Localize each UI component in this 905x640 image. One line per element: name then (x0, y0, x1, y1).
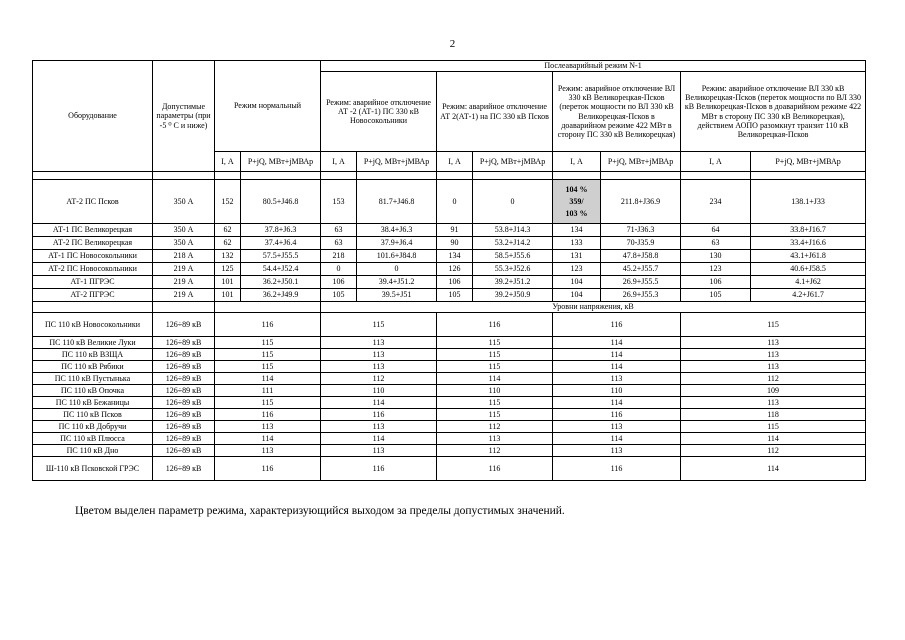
highlight-value: 359/ (569, 196, 584, 206)
allowed-value: 218 А (153, 250, 215, 263)
voltage-s3: 114 (553, 433, 681, 445)
allowed-value: 219 А (153, 289, 215, 302)
header-col-i: I, А (215, 152, 241, 172)
cell-s3-pq: 45.2+J55.7 (601, 263, 681, 276)
voltage-n: 116 (215, 457, 321, 481)
header-scenario-4: Режим: аварийное отключение ВЛ 330 кВ Великорецкая-Псков (переток мощности по ВЛ 330 кВ Великорецкая-Псков в доаварийном режиме 422 МВт в сторону ПС 330 кВ Великорецкая), действием АОПО разомкнут транзит 110 кВ Великорецкая-Псков (681, 72, 866, 152)
cell-s3-pq: 26.9+J55.5 (601, 276, 681, 289)
cell-s3-pq: 26.9+J55.3 (601, 289, 681, 302)
voltage-s1: 113 (321, 361, 437, 373)
header-scenario-2: Режим: аварийное отключение АТ 2(АТ-1) на ПС 330 кВ Псков (437, 72, 553, 152)
voltage-s3: 113 (553, 445, 681, 457)
cell-s4-pq: 138.1+J33 (751, 180, 866, 224)
substation-name: ПС 110 кВ ВЗЩА (33, 349, 153, 361)
voltage-s1: 113 (321, 421, 437, 433)
cell-s1-i: 106 (321, 276, 357, 289)
cell-s2-i: 134 (437, 250, 473, 263)
voltage-s4: 113 (681, 397, 866, 409)
header-post-emergency: Послеаварийный режим N-1 (321, 61, 866, 72)
allowed-value: 350 А (153, 224, 215, 237)
cell-n-pq: 36.2+J49.9 (241, 289, 321, 302)
cell-s2-i: 126 (437, 263, 473, 276)
header-col-pq: P+jQ, МВт+jМВАр (751, 152, 866, 172)
equipment-name: АТ-2 ПС Псков (33, 180, 153, 224)
voltage-levels-header: Уровни напряжения, кВ (321, 302, 866, 313)
cell-s4-i: 64 (681, 224, 751, 237)
voltage-n: 113 (215, 445, 321, 457)
cell-s1-pq: 39.5+J51 (357, 289, 437, 302)
cell-n-pq: 37.8+J6.3 (241, 224, 321, 237)
cell-s1-i: 105 (321, 289, 357, 302)
cell-s1-i: 63 (321, 224, 357, 237)
cell-s1-i: 153 (321, 180, 357, 224)
cell-s4-i: 123 (681, 263, 751, 276)
table-row (33, 361, 866, 373)
substation-name: ПС 110 кВ Псков (33, 409, 153, 421)
voltage-n: 116 (215, 409, 321, 421)
cell-s1-pq: 39.4+J51.2 (357, 276, 437, 289)
cell-n-pq: 37.4+J6.4 (241, 237, 321, 250)
cell-n-pq: 80.5+J46.8 (241, 180, 321, 224)
cell-s2-pq: 39.2+J50.9 (473, 289, 553, 302)
cell-s3-i: 133 (553, 237, 601, 250)
table-row (33, 397, 866, 409)
allowed-voltage: 126÷89 кВ (153, 409, 215, 421)
voltage-s2: 115 (437, 361, 553, 373)
substation-name: ПС 110 кВ Великие Луки (33, 337, 153, 349)
cell-n-pq: 36.2+J50.1 (241, 276, 321, 289)
allowed-voltage: 126÷89 кВ (153, 349, 215, 361)
allowed-voltage: 126÷89 кВ (153, 385, 215, 397)
voltage-s1: 110 (321, 385, 437, 397)
substation-name: Ш-110 кВ Псковской ГРЭС (33, 457, 153, 481)
cell-s4-pq: 33.4+J16.6 (751, 237, 866, 250)
substation-name: ПС 110 кВ Пустынька (33, 373, 153, 385)
voltage-n: 115 (215, 397, 321, 409)
voltage-s3: 116 (553, 313, 681, 337)
voltage-s3: 110 (553, 385, 681, 397)
voltage-s3: 114 (553, 361, 681, 373)
table-row (33, 373, 866, 385)
cell-s4-i: 105 (681, 289, 751, 302)
voltage-s1: 113 (321, 337, 437, 349)
cell-n-pq: 57.5+J55.5 (241, 250, 321, 263)
allowed-voltage: 126÷89 кВ (153, 397, 215, 409)
voltage-s1: 113 (321, 445, 437, 457)
voltage-s3: 113 (553, 373, 681, 385)
voltage-s3: 113 (553, 421, 681, 433)
cell-s4-pq: 43.1+J61.8 (751, 250, 866, 263)
voltage-s1: 116 (321, 457, 437, 481)
cell-s4-i: 106 (681, 276, 751, 289)
voltage-s1: 114 (321, 397, 437, 409)
table-row (33, 289, 866, 302)
cell-n-i: 152 (215, 180, 241, 224)
highlight-value: 103 % (565, 208, 588, 218)
voltage-s4: 109 (681, 385, 866, 397)
voltage-n: 115 (215, 349, 321, 361)
blank-cell (215, 302, 321, 313)
header-col-pq: P+jQ, МВт+jМВАр (357, 152, 437, 172)
cell-n-i: 62 (215, 237, 241, 250)
voltage-s3: 114 (553, 337, 681, 349)
footnote: Цветом выделен параметр режима, характеризующийся выходом за пределы допустимых значений. (75, 505, 565, 517)
voltage-s4: 113 (681, 361, 866, 373)
cell-n-i: 62 (215, 224, 241, 237)
voltage-s1: 116 (321, 409, 437, 421)
voltage-s4: 112 (681, 373, 866, 385)
voltage-s4: 113 (681, 337, 866, 349)
voltage-n: 114 (215, 373, 321, 385)
cell-s3-i: 134 (553, 224, 601, 237)
allowed-voltage: 126÷89 кВ (153, 421, 215, 433)
voltage-n: 111 (215, 385, 321, 397)
page-number: 2 (449, 38, 456, 50)
highlight-cell (553, 180, 601, 224)
cell-s1-pq: 38.4+J6.3 (357, 224, 437, 237)
header-col-i: I, А (321, 152, 357, 172)
allowed-value: 219 А (153, 276, 215, 289)
header-col-pq: P+jQ, МВт+jМВАр (241, 152, 321, 172)
header-col-pq: P+jQ, МВт+jМВАр (601, 152, 681, 172)
voltage-s4: 112 (681, 445, 866, 457)
voltage-s4: 118 (681, 409, 866, 421)
allowed-voltage: 126÷89 кВ (153, 433, 215, 445)
voltage-s2: 112 (437, 445, 553, 457)
cell-s3-i: 131 (553, 250, 601, 263)
cell-s2-pq: 39.2+J51.2 (473, 276, 553, 289)
cell-s4-i: 63 (681, 237, 751, 250)
voltage-s4: 114 (681, 433, 866, 445)
cell-s1-i: 63 (321, 237, 357, 250)
voltage-s4: 113 (681, 349, 866, 361)
substation-name: ПС 110 кВ Плюсса (33, 433, 153, 445)
voltage-s2: 115 (437, 409, 553, 421)
cell-s4-pq: 33.8+J16.7 (751, 224, 866, 237)
equipment-name: АТ-2 ПС Великорецкая (33, 237, 153, 250)
table-row (33, 313, 866, 337)
regime-table (32, 60, 866, 481)
header-allowed: Допустимые параметры (при -5 ⁰ С и ниже) (153, 61, 215, 172)
equipment-name: АТ-1 ПГРЭС (33, 276, 153, 289)
cell-s2-pq: 53.2+J14.2 (473, 237, 553, 250)
voltage-s4: 114 (681, 457, 866, 481)
cell-s4-i: 130 (681, 250, 751, 263)
cell-s3-pq: 47.8+J58.8 (601, 250, 681, 263)
voltage-s1: 113 (321, 349, 437, 361)
voltage-s2: 112 (437, 421, 553, 433)
table-row (33, 263, 866, 276)
substation-name: ПС 110 кВ Рябики (33, 361, 153, 373)
blank-cell (153, 302, 215, 313)
equipment-name: АТ-2 ПС Новосокольники (33, 263, 153, 276)
cell-s3-i: 123 (553, 263, 601, 276)
cell-s4-pq: 4.2+J61.7 (751, 289, 866, 302)
table-row (33, 421, 866, 433)
voltage-s2: 115 (437, 349, 553, 361)
voltage-s3: 116 (553, 457, 681, 481)
header-col-i: I, А (437, 152, 473, 172)
equipment-name: АТ-1 ПС Новосокольники (33, 250, 153, 263)
allowed-value: 219 А (153, 263, 215, 276)
cell-s2-pq: 55.3+J52.6 (473, 263, 553, 276)
header-scenario-1: Режим: аварийное отключение АТ -2 (АТ-1) ПС 330 кВ Новосокольники (321, 72, 437, 152)
cell-s2-i: 0 (437, 180, 473, 224)
voltage-n: 115 (215, 361, 321, 373)
voltage-s3: 114 (553, 397, 681, 409)
voltage-s2: 116 (437, 457, 553, 481)
cell-s4-pq: 40.6+J58.5 (751, 263, 866, 276)
voltage-s3: 116 (553, 409, 681, 421)
allowed-value: 350 А (153, 237, 215, 250)
allowed-voltage: 126÷89 кВ (153, 373, 215, 385)
allowed-voltage: 126÷89 кВ (153, 313, 215, 337)
cell-s4-pq: 4.1+J62 (751, 276, 866, 289)
cell-s3-pq: 211.8+J36.9 (601, 180, 681, 224)
cell-n-i: 101 (215, 289, 241, 302)
substation-name: ПС 110 кВ Новосокольники (33, 313, 153, 337)
table-row (33, 250, 866, 263)
cell-s1-pq: 81.7+J46.8 (357, 180, 437, 224)
voltage-s1: 115 (321, 313, 437, 337)
voltage-s1: 114 (321, 433, 437, 445)
voltage-n: 114 (215, 433, 321, 445)
substation-name: ПС 110 кВ Бежаницы (33, 397, 153, 409)
table-row (33, 276, 866, 289)
table-row (33, 337, 866, 349)
cell-s1-pq: 0 (357, 263, 437, 276)
cell-s4-i: 234 (681, 180, 751, 224)
table-row (33, 409, 866, 421)
header-col-i: I, А (553, 152, 601, 172)
equipment-name: АТ-2 ПГРЭС (33, 289, 153, 302)
voltage-s2: 115 (437, 397, 553, 409)
cell-s2-i: 106 (437, 276, 473, 289)
cell-s2-pq: 0 (473, 180, 553, 224)
cell-s2-pq: 58.5+J55.6 (473, 250, 553, 263)
header-col-pq: P+jQ, МВт+jМВАр (473, 152, 553, 172)
table-row (33, 180, 866, 224)
allowed-voltage: 126÷89 кВ (153, 445, 215, 457)
cell-s2-pq: 53.8+J14.3 (473, 224, 553, 237)
cell-s3-pq: 71-J36.3 (601, 224, 681, 237)
header-col-i: I, А (681, 152, 751, 172)
cell-n-pq: 54.4+J52.4 (241, 263, 321, 276)
cell-s2-i: 90 (437, 237, 473, 250)
cell-s1-i: 218 (321, 250, 357, 263)
header-equipment: Оборудование (33, 61, 153, 172)
table-row (33, 445, 866, 457)
voltage-s4: 115 (681, 313, 866, 337)
cell-s3-i: 104 (553, 276, 601, 289)
blank-cell (33, 302, 153, 313)
table-row (33, 385, 866, 397)
table-row (33, 237, 866, 250)
table-row (33, 224, 866, 237)
allowed-value: 350 А (153, 180, 215, 224)
cell-s1-i: 0 (321, 263, 357, 276)
table-row (33, 433, 866, 445)
voltage-s2: 115 (437, 337, 553, 349)
voltage-s2: 114 (437, 373, 553, 385)
allowed-voltage: 126÷89 кВ (153, 457, 215, 481)
voltage-n: 116 (215, 313, 321, 337)
equipment-name: АТ-1 ПС Великорецкая (33, 224, 153, 237)
table-row (33, 349, 866, 361)
table-row (33, 457, 866, 481)
substation-name: ПС 110 кВ Опочка (33, 385, 153, 397)
allowed-voltage: 126÷89 кВ (153, 361, 215, 373)
cell-s1-pq: 37.9+J6.4 (357, 237, 437, 250)
voltage-s3: 114 (553, 349, 681, 361)
voltage-s4: 115 (681, 421, 866, 433)
header-scenario-3: Режим: аварийное отключение ВЛ 330 кВ Великорецкая-Псков (переток мощности по ВЛ 330 кВ Великорецкая-Псков в доаварийном режиме 422 МВт в сторону ПС 330 кВ Великорецкая) (553, 72, 681, 152)
cell-s3-pq: 70-J35.9 (601, 237, 681, 250)
substation-name: ПС 110 кВ Добручи (33, 421, 153, 433)
highlight-value: 104 % (565, 184, 588, 194)
substation-name: ПС 110 кВ Дно (33, 445, 153, 457)
cell-n-i: 132 (215, 250, 241, 263)
header-normal: Режим нормальный (215, 61, 321, 152)
voltage-s2: 110 (437, 385, 553, 397)
voltage-s1: 112 (321, 373, 437, 385)
cell-s2-i: 105 (437, 289, 473, 302)
cell-n-i: 101 (215, 276, 241, 289)
allowed-voltage: 126÷89 кВ (153, 337, 215, 349)
voltage-s2: 116 (437, 313, 553, 337)
cell-n-i: 125 (215, 263, 241, 276)
cell-s3-i: 104 (553, 289, 601, 302)
cell-s2-i: 91 (437, 224, 473, 237)
cell-s1-pq: 101.6+J84.8 (357, 250, 437, 263)
voltage-n: 115 (215, 337, 321, 349)
voltage-s2: 113 (437, 433, 553, 445)
voltage-n: 113 (215, 421, 321, 433)
